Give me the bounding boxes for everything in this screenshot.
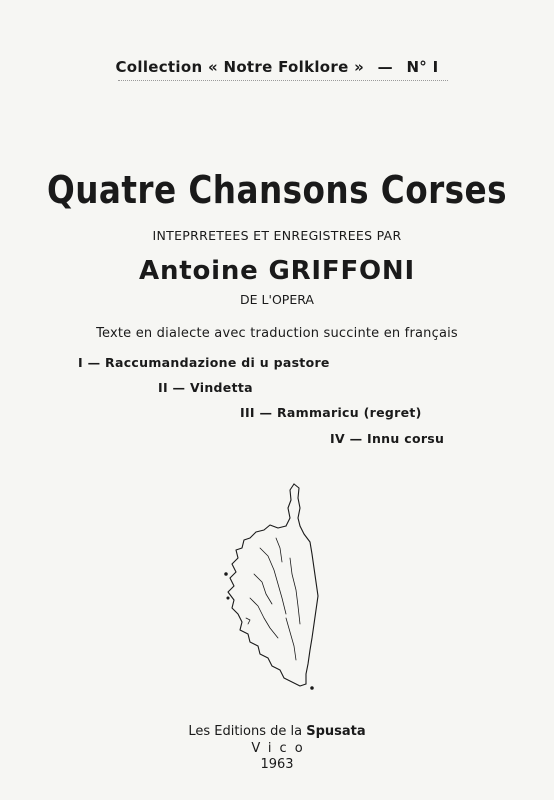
publisher-place: Vico <box>251 741 311 756</box>
song-item: III — Rammaricu (regret) <box>240 405 422 420</box>
series-number: N° I <box>406 58 439 76</box>
corsica-map-icon <box>220 478 340 693</box>
language-note: Texte en dialecte avec traduction succinte en français <box>96 326 458 341</box>
series-line <box>0 58 554 76</box>
song-item: IV — Innu corsu <box>330 431 445 446</box>
song-item: II — Vindetta <box>158 380 253 395</box>
publisher-prefix: Les Editions de la <box>188 724 303 739</box>
series-dash: — <box>377 58 393 76</box>
song-item: I — Raccumandazione di u pastore <box>78 355 330 370</box>
performer-affiliation: DE L'OPERA <box>240 292 314 307</box>
publisher-name: Spusata <box>306 724 366 739</box>
publication-year: 1963 <box>260 757 294 772</box>
collection-name: Collection « Notre Folklore » <box>115 58 365 76</box>
subtitle: INTEPRRETEES ET ENREGISTREES PAR <box>152 228 402 243</box>
performer-name: Antoine GRIFFONI <box>139 256 415 286</box>
page-title: Quatre Chansons Corses <box>46 168 508 212</box>
publisher-line <box>0 724 554 739</box>
series-divider <box>118 80 448 81</box>
